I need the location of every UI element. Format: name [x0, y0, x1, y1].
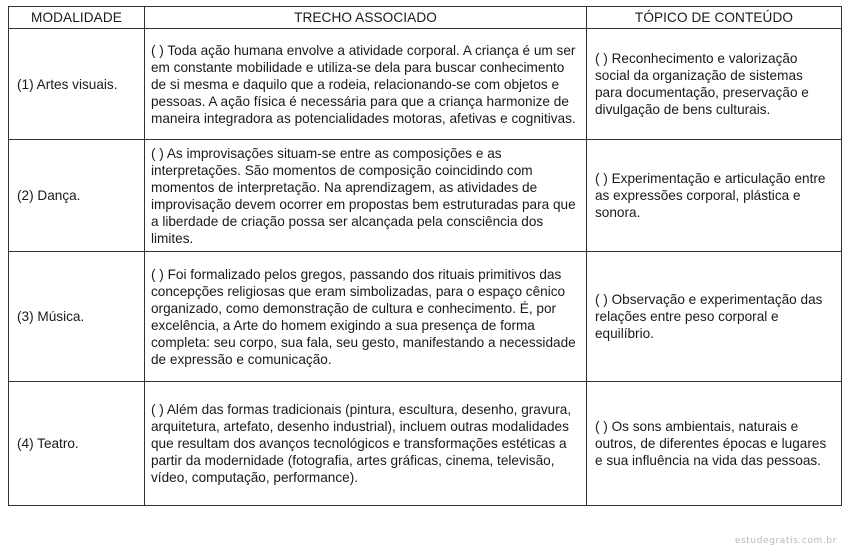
trecho-cell: ( ) As improvisações situam-se entre as composições e as interpretações. São momentos de composição coincidindo com momentos de interpretação. Na aprendizagem, as atividades de improvisação devem ocorrer em propostas bem estruturadas para que a liberdade de criação possa ser alcançada pela consciência dos limites. — [145, 140, 587, 252]
table-row — [9, 140, 842, 252]
modalidade-cell: (3) Música. — [9, 252, 145, 382]
header-trecho: TRECHO ASSOCIADO — [145, 7, 587, 29]
topico-cell: ( ) Os sons ambientais, naturais e outros, de diferentes épocas e lugares e sua influência na vida das pessoas. — [587, 382, 842, 506]
table-row — [9, 252, 842, 382]
table-row — [9, 29, 842, 140]
modalidade-cell: (4) Teatro. — [9, 382, 145, 506]
trecho-cell: ( ) Além das formas tradicionais (pintura, escultura, desenho, gravura, arquitetura, artefato, desenho industrial), incluem outras modalidades que resultam dos avanços tecnológicos e transformações estéticas a partir da modernidade (fotografia, artes gráficas, cinema, televisão, vídeo, computação, performance). — [145, 382, 587, 506]
header-row — [9, 7, 842, 29]
topico-cell: ( ) Experimentação e articulação entre as expressões corporal, plástica e sonora. — [587, 140, 842, 252]
trecho-cell: ( ) Toda ação humana envolve a atividade corporal. A criança é um ser em constante mobilidade e utiliza-se dela para buscar conhecimento de si mesma e daquilo que a rodeia, relacionando-se com objetos e pessoas. A ação física é necessária para que a criança harmonize de maneira integradora as potencialidades motoras, afetivas e cognitivas. — [145, 29, 587, 140]
topico-cell: ( ) Reconhecimento e valorização social da organização de sistemas para documentação, preservação e divulgação de bens culturais. — [587, 29, 842, 140]
header-modalidade: MODALIDADE — [9, 7, 145, 29]
modalidade-cell: (2) Dança. — [9, 140, 145, 252]
topico-cell: ( ) Observação e experimentação das relações entre peso corporal e equilíbrio. — [587, 252, 842, 382]
table-row — [9, 382, 842, 506]
trecho-cell: ( ) Foi formalizado pelos gregos, passando dos rituais primitivos das concepções religiosas que eram simbolizadas, para o espaço cênico organizado, como demonstração de cultura e conhecimento. É, por excelência, a Arte do homem exigindo a sua presença de forma completa: seu corpo, sua fala, seu gesto, manifestando a necessidade de expressão e comunicação. — [145, 252, 587, 382]
watermark: estudegratis.com.br — [734, 536, 837, 546]
association-table — [8, 6, 842, 506]
header-topico: TÓPICO DE CONTEÚDO — [587, 7, 842, 29]
modalidade-cell: (1) Artes visuais. — [9, 29, 145, 140]
